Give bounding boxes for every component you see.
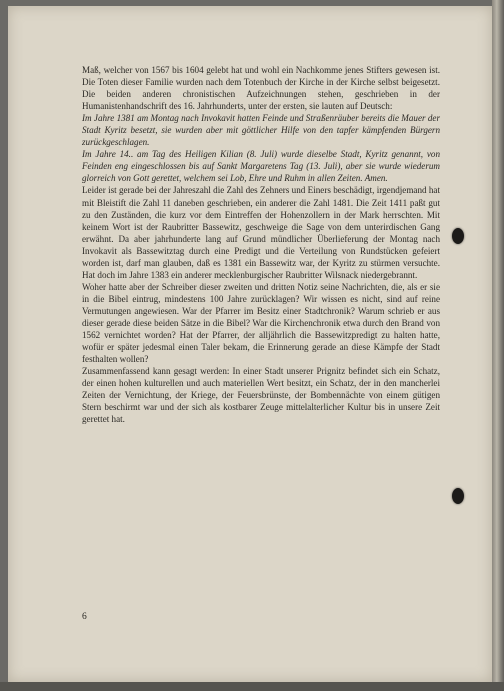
- punch-hole: [452, 488, 464, 504]
- quoted-chronicle-entry: Im Jahre 14.. am Tag des Heiligen Kilian (8. Juli) wurde dieselbe Stadt, Kyritz genannt, von Feinden eng eingeschlossen bis auf Sankt Margaretens Tag (13. Juli), aber sie wurde wiederum glorreich von Gott gerettet, welchem sei Lob, Ehre und Ruhm in allen Zeiten. Amen.: [82, 149, 440, 184]
- paragraph: Woher hatte aber der Schreiber dieser zweiten und dritten Notiz seine Nachrichten, die, als er sie in die Bibel eintrug, mindestens 100 Jahre zurücklagen? Wir wissen es nicht, sind auf reine Vermutungen angewiesen. War der Pfarrer im Besitz einer Stadtchronik? Warum schrieb er aus dieser gerade diese beiden Sätze in die Bibel? War die Kirchenchronik etwa durch den Brand von 1562 vernichtet worden? Hat der Pfarrer, der alljährlich die Bassewitzpredigt zu halten hatte, wofür er später jedesmal einen Taler bekam, die Erinnerung gerade an diese Kämpfe der Stadt festhalten wollen?: [82, 281, 440, 365]
- bottom-edge: [0, 682, 504, 691]
- paragraph: Maß, welcher von 1567 bis 1604 gelebt hat und wohl ein Nachkomme jenes Stifters gewesen ist. Die Toten dieser Familie wurden nach dem Totenbuch der Kirche in der Kirche selbst beigesetzt. Die beiden anderen chronistischen Aufzeichnungen stehen, geschrieben in der Humanistenhandschrift des 16. Jahrhunderts, unter der ersten, sie lauten auf Deutsch:: [82, 65, 440, 112]
- punch-hole: [452, 228, 464, 244]
- page-number: 6: [82, 612, 87, 622]
- paragraph: Leider ist gerade bei der Jahreszahl die Zahl des Zehners und Einers beschädigt, irgendjemand hat mit Bleistift die Zahl 11 daneben geschrieben, ein anderer die Zahl 1481. Die Zeit 1411 paßt gut zu den Zuständen, die kurz vor dem Eintreffen der Hohenzollern in der Mark herrschten. Mit keinem Wort ist der Raubritter Bassewitz, geschweige die Sage von dem unterirdischen Gang erwähnt. Da aber jahrhunderte lang auf Grund mündlicher Überlieferung der Montag nach Invokavit als Bassewitztag durch eine Predigt und die Verteilung von Rundstücken gefeiert worden ist, darf man glauben, daß es 1381 ein Bassewitz war, der Kyritz zu stürmen versuchte. Hat doch im Jahre 1383 ein anderer mecklenburgischer Raubritter Wilsnack niedergebrannt.: [82, 185, 440, 280]
- paragraph: Zusammenfassend kann gesagt werden: In einer Stadt unserer Prignitz befindet sich ein Schatz, der einen hohen kulturellen und auch materiellen Wert besitzt, ein Schatz, der in den mancherlei Zeiten der Vernichtung, der Kriege, der Feuersbrünste, der Bombennächte von einem gütigen Stern beschirmt war und der sich als kostbarer Zeuge mittelalterlicher Kultur bis in unsere Zeit gerettet hat.: [82, 366, 440, 425]
- quoted-chronicle-entry: Im Jahre 1381 am Montag nach Invokavit hatten Feinde und Straßenräuber bereits die Mauer der Stadt Kyritz besetzt, sie wurden aber mit göttlicher Hilfe von den tapfer kämpfenden Bürgern zurückgeschlagen.: [82, 113, 440, 148]
- body-text: [82, 64, 440, 425]
- binding-edge: [492, 0, 504, 691]
